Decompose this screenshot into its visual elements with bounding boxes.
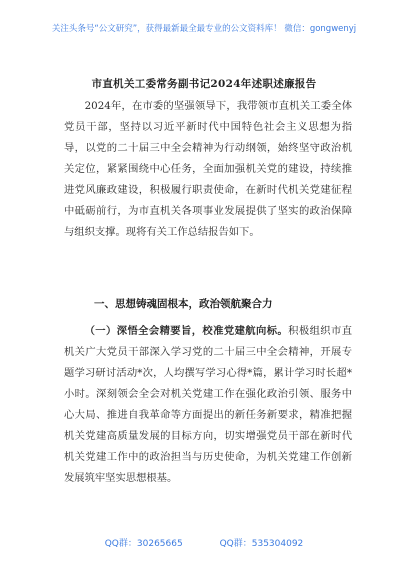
intro-paragraph: 2024年，在市委的坚强领导下，我带领市直机关工委全体党员干部，坚持以习近平新时代中国特色社会主义思想为指导，以党的二十届三中全会精神为行动纲领，始终坚守政治机关定位，紧紧围绕中心任务，全面加强机关党的建设，持续推进党风廉政建设，积极履行职责使命，在新时代机关党建征程中砥砺前行，为市直机关各项事业发展提供了坚实的政治保障与组织支撑。现将有关工作总结报告如下。 [64, 100, 352, 238]
subsection-text: 积极组织市直机关广大党员干部深入学习党的二十届三中全会精神，开展专题学习研讨活动*次，人均撰写学习心得*篇，累计学习时长超*小时。深刻领会全会对机关党建工作在强化政治引领、服务中心大局、推进自我革命等方面提出的新任务新要求，精准把握机关党建高质量发展的目标方向，切实增强党员干部在新时代机关党建工作中的政治担当与历史使命，为机关党建工作创新发展筑牢坚实思想根基。 [64, 325, 353, 484]
document-title: 市直机关工委常务副书记2024年述职述廉报告 [91, 78, 317, 90]
subsection-lead: （一）深悟全会精要旨，校准党建航向标。 [84, 325, 289, 337]
qq-group-1: QQ群：30265665 [104, 539, 183, 549]
footer-qq-groups [0, 536, 408, 549]
qq-group-2: QQ群：535304092 [219, 539, 304, 549]
header-banner: 关注头条号“公文研究”，获得最新最全最专业的公文资料库！ 微信：gongwenyj [51, 24, 357, 34]
section-heading-1: 一、思想铸魂固根本，政治领航聚合力 [94, 298, 273, 310]
subsection-paragraph-1 [64, 321, 352, 489]
